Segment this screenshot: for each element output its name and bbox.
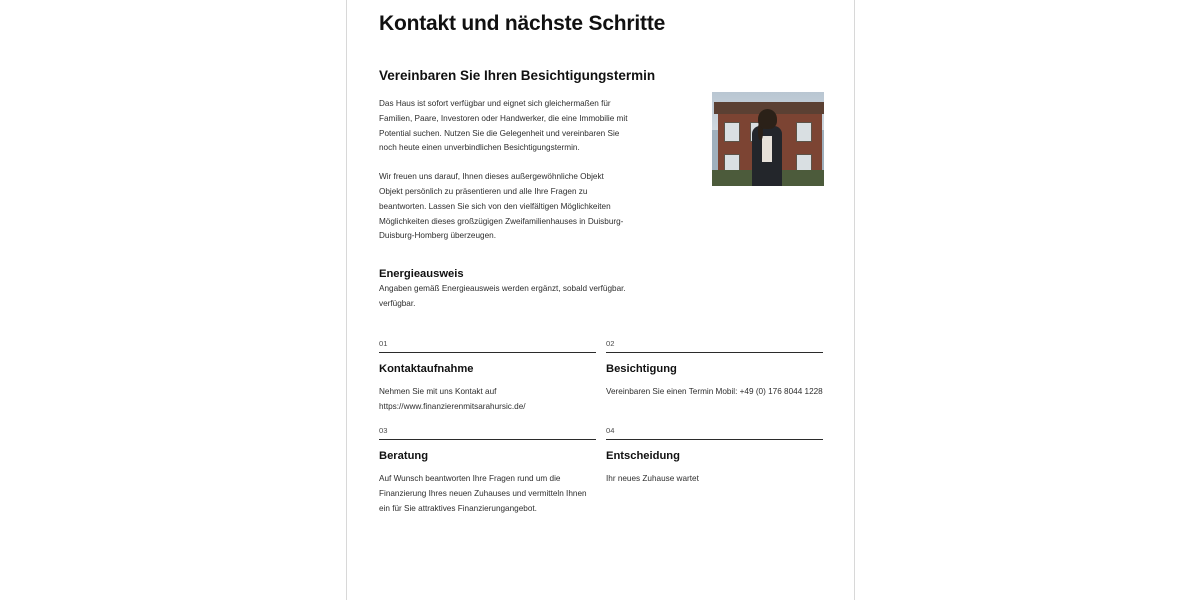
- step-text: Ihr neues Zuhause wartet: [606, 474, 699, 484]
- appointment-paragraph-2: Wir freuen uns darauf, Ihnen dieses außergewöhnliche Objekt Objekt persönlich zu präsentieren und alle Ihre Fragen zu beantworten. Lassen Sie sich von den vielfältigen Möglichkeiten Möglichkeiten dieses großzügigen Zweifamilienhauses in Duisburg-Duisburg-Homberg überzeugen.: [379, 172, 624, 241]
- appointment-text: [379, 97, 629, 244]
- step-name: Besichtigung: [606, 362, 677, 375]
- step-text: Vereinbaren Sie einen Termin Mobil: +49 (0) 176 8044 1228: [606, 386, 823, 396]
- step-text-lead: Nehmen Sie mit uns Kontakt auf: [379, 386, 497, 396]
- step-item: [606, 425, 823, 516]
- step-number: 04: [606, 425, 823, 440]
- step-text: Auf Wunsch beantworten Ihre Fragen rund um die Finanzierung Ihres neuen Zuhauses und vermitteln Ihnen ein für Sie attraktives Finanzierungangebot.: [379, 474, 587, 513]
- photo-window: [724, 122, 740, 142]
- energy-text: [379, 282, 629, 312]
- photo-window: [796, 122, 812, 142]
- steps-row-1: [379, 338, 824, 415]
- energy-paragraph: Angaben gemäß Energieausweis werden ergänzt, sobald verfügbar. verfügbar.: [379, 284, 626, 308]
- step-number: 02: [606, 338, 823, 353]
- step-name: Entscheidung: [606, 450, 680, 463]
- next-steps: [379, 338, 824, 517]
- document-page: [346, 0, 855, 600]
- page-title: Kontakt und nächste Schritte: [379, 12, 666, 35]
- property-photo: [712, 92, 824, 186]
- step-number: 01: [379, 338, 596, 353]
- page-margin-right: [856, 0, 1200, 600]
- appointment-block: [379, 97, 824, 244]
- page-content: [379, 0, 824, 517]
- step-name: Beratung: [379, 450, 429, 463]
- page-margin-left: [0, 0, 346, 600]
- section-heading-appointment: Vereinbaren Sie Ihren Besichtigungstermin: [379, 68, 656, 83]
- section-heading-energy: Energieausweis: [379, 268, 464, 281]
- step-item: [606, 338, 823, 415]
- contact-link[interactable]: https://www.finanzierenmitsarahursic.de/: [379, 401, 526, 411]
- step-item: [379, 338, 596, 415]
- photo-person-hair: [758, 109, 777, 129]
- step-item: [379, 425, 596, 516]
- step-text: [379, 385, 596, 415]
- step-name: Kontaktaufnahme: [379, 362, 474, 375]
- photo-person-shirt: [762, 136, 772, 162]
- steps-row-2: [379, 425, 824, 516]
- step-number: 03: [379, 425, 596, 440]
- appointment-paragraph-1: Das Haus ist sofort verfügbar und eignet sich gleichermaßen für Familien, Paare, Investoren oder Handwerker, die eine Immobilie mit Potential suchen. Nutzen Sie die Gelegenheit und vereinbaren Sie noch heute einen unverbindlichen Besichtigungstermin.: [379, 99, 628, 153]
